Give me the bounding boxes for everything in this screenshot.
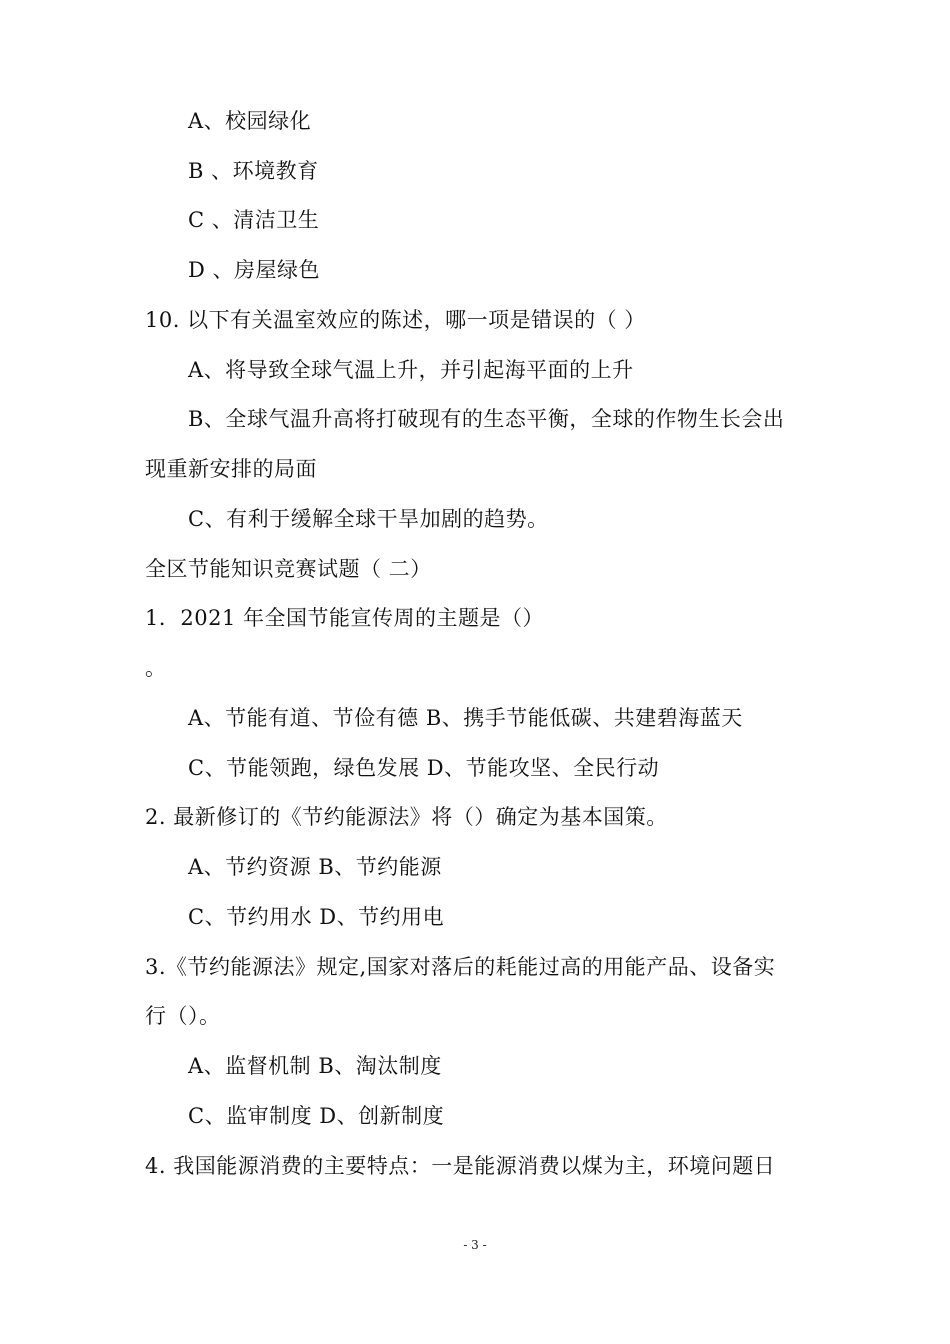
q10-option-b-continued: 现重新安排的局面 [145,457,317,481]
option-b-environmental-education: B 、环境教育 [188,159,319,183]
q1-options-c-d: C、节能领跑，绿色发展 D、节能攻坚、全民行动 [188,756,660,780]
q2-options-a-b: A、节约资源 B、节约能源 [188,855,442,879]
option-d-green-housing: D 、房屋绿色 [188,258,321,282]
question-10: 10. 以下有关温室效应的陈述，哪一项是错误的（ ） [145,308,646,332]
option-c-cleaning: C 、清洁卫生 [188,208,320,232]
q10-option-c: C、有利于缓解全球干旱加剧的趋势。 [188,507,549,531]
option-a-campus-greening: A、校园绿化 [188,109,312,133]
question-2: 2. 最新修订的《节约能源法》将（）确定为基本国策。 [145,805,668,829]
question-3-continued: 行（）。 [145,1004,221,1028]
q10-option-a: A、将导致全球气温上升，并引起海平面的上升 [188,358,634,382]
question-4: 4. 我国能源消费的主要特点：一是能源消费以煤为主，环境问题日 [145,1154,776,1178]
section-title: 全区节能知识竞赛试题（ 二） [145,557,432,581]
q3-options-c-d: C、监审制度 D、创新制度 [188,1104,445,1128]
q3-options-a-b: A、监督机制 B、淘汰制度 [188,1054,442,1078]
question-1-period: 。 [145,656,167,680]
q10-option-b: B、全球气温升高将打破现有的生态平衡，全球的作物生长会出 [188,407,785,431]
question-3: 3.《节约能源法》规定,国家对落后的耗能过高的用能产品、设备实 [145,955,776,979]
q1-options-a-b: A、节能有道、节俭有德 B、携手节能低碳、共建碧海蓝天 [188,706,743,730]
q2-options-c-d: C、节约用水 D、节约用电 [188,905,445,929]
page-number: - 3 - [463,1238,487,1252]
question-1: 1．2021 年全国节能宣传周的主题是（） [145,606,544,630]
